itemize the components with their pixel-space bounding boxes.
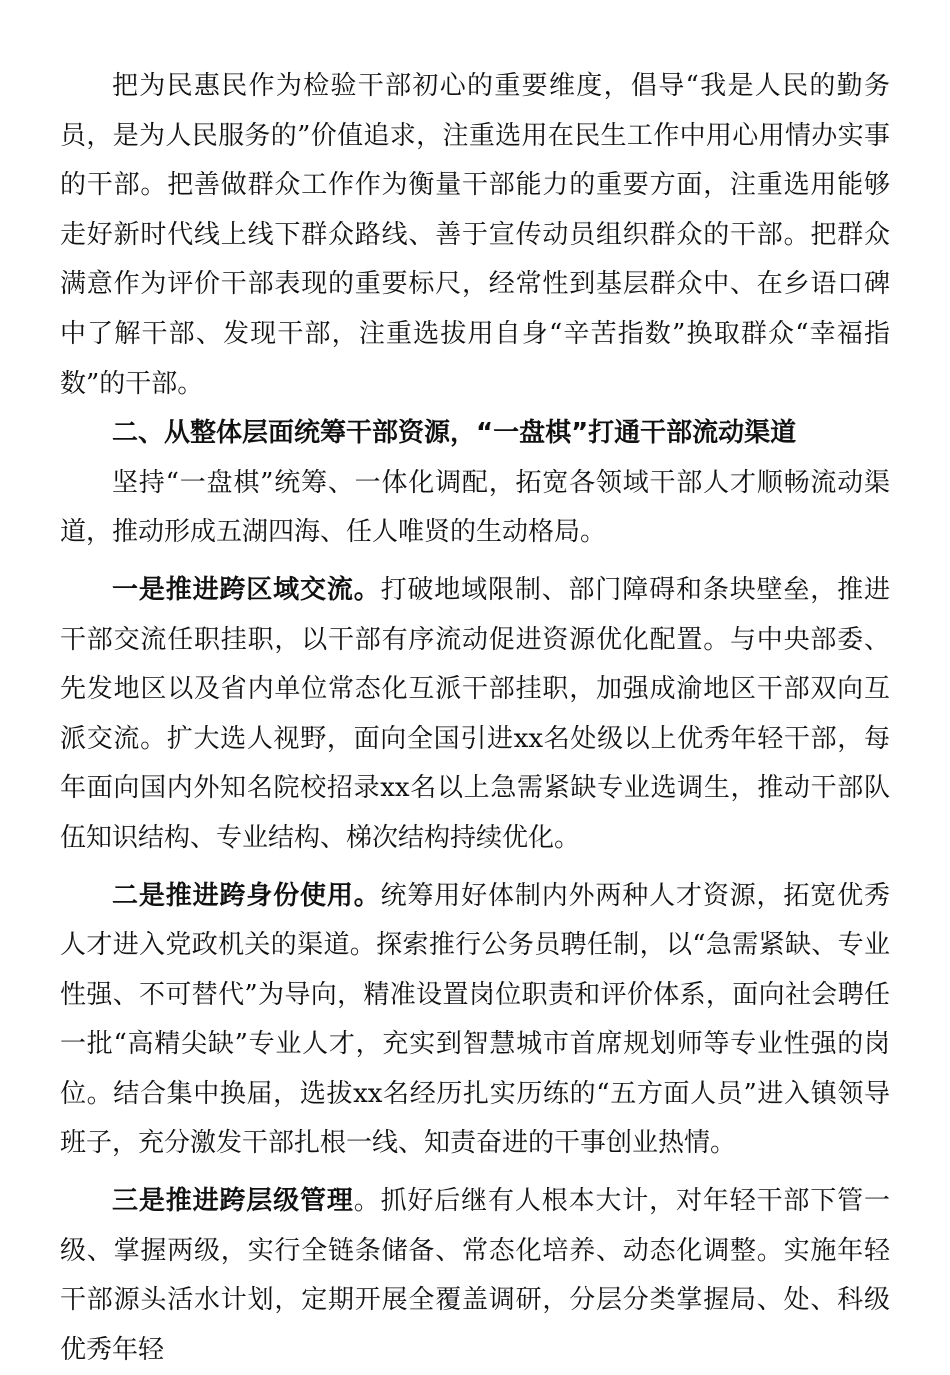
document-page — [60, 62, 890, 1375]
paragraph-text: 统筹用好体制内外两种人才资源，拓宽优秀人才进入党政机关的渠道。探索推行公务员聘任制，以“急需紧缺、专业性强、不可替代”为导向，精准设置岗位职责和评价体系，面向社会聘任一批“高精尖缺”专业人才，充实到智慧城市首席规划师等专业性强的岗位。结合集中换届，选拔xx名经历扎实历练的“五方面人员”进入镇领导班子，充分激发干部扎根一线、知责奋进的干事创业热情。 — [60, 880, 890, 1159]
section-heading-2 — [60, 409, 890, 459]
heading-text: 二、从整体层面统筹干部资源，“一盘棋”打通干部流动渠道 — [112, 418, 797, 449]
paragraph-text: 打破地域限制、部门障碍和条块壁垒，推进干部交流任职挂职，以干部有序流动促进资源优化配置。与中央部委、先发地区以及省内单位常态化互派干部挂职，加强成渝地区干部双向互派交流。扩大选人视野，面向全国引进xx名处级以上优秀年轻干部，每年面向国内外知名院校招录xx名以上急需紧缺专业选调生，推动干部队伍知识结构、专业结构、梯次结构持续优化。 — [60, 574, 890, 853]
paragraph-text: 。抓好后继有人根本大计，对年轻干部下管一级、掌握两级，实行全链条储备、常态化培养、动态化调整。实施年轻干部源头活水计划，定期开展全覆盖调研，分层分类掌握局、处、科级优秀年轻 — [60, 1186, 890, 1365]
paragraph-cross-identity — [60, 872, 890, 1170]
paragraph-cross-region — [60, 566, 890, 864]
paragraph-lead: 一是推进跨区域交流。 — [112, 574, 381, 605]
paragraph-text: 把为民惠民作为检验干部初心的重要维度，倡导“我是人民的勤务员，是为人民服务的”价值追求，注重选用在民生工作中用心用情办实事的干部。把善做群众工作作为衡量干部能力的重要方面，注重选用能够走好新时代线上线下群众路线、善于宣传动员组织群众的干部。把群众满意作为评价干部表现的重要标尺，经常性到基层群众中、在乡语口碑中了解干部、发现干部，注重选拔用自身“辛苦指数”换取群众“幸福指数”的干部。 — [60, 71, 890, 399]
paragraph-text: 坚持“一盘棋”统筹、一体化调配，拓宽各领域干部人才顺畅流动渠道，推动形成五湖四海、任人唯贤的生动格局。 — [60, 467, 890, 548]
paragraph-cross-level — [60, 1177, 890, 1375]
paragraph-lead: 二是推进跨身份使用。 — [112, 880, 381, 911]
paragraph-lead: 三是推进跨层级管理 — [112, 1186, 354, 1217]
paragraph-people-centered — [60, 62, 890, 409]
paragraph-overall-coordination — [60, 459, 890, 558]
